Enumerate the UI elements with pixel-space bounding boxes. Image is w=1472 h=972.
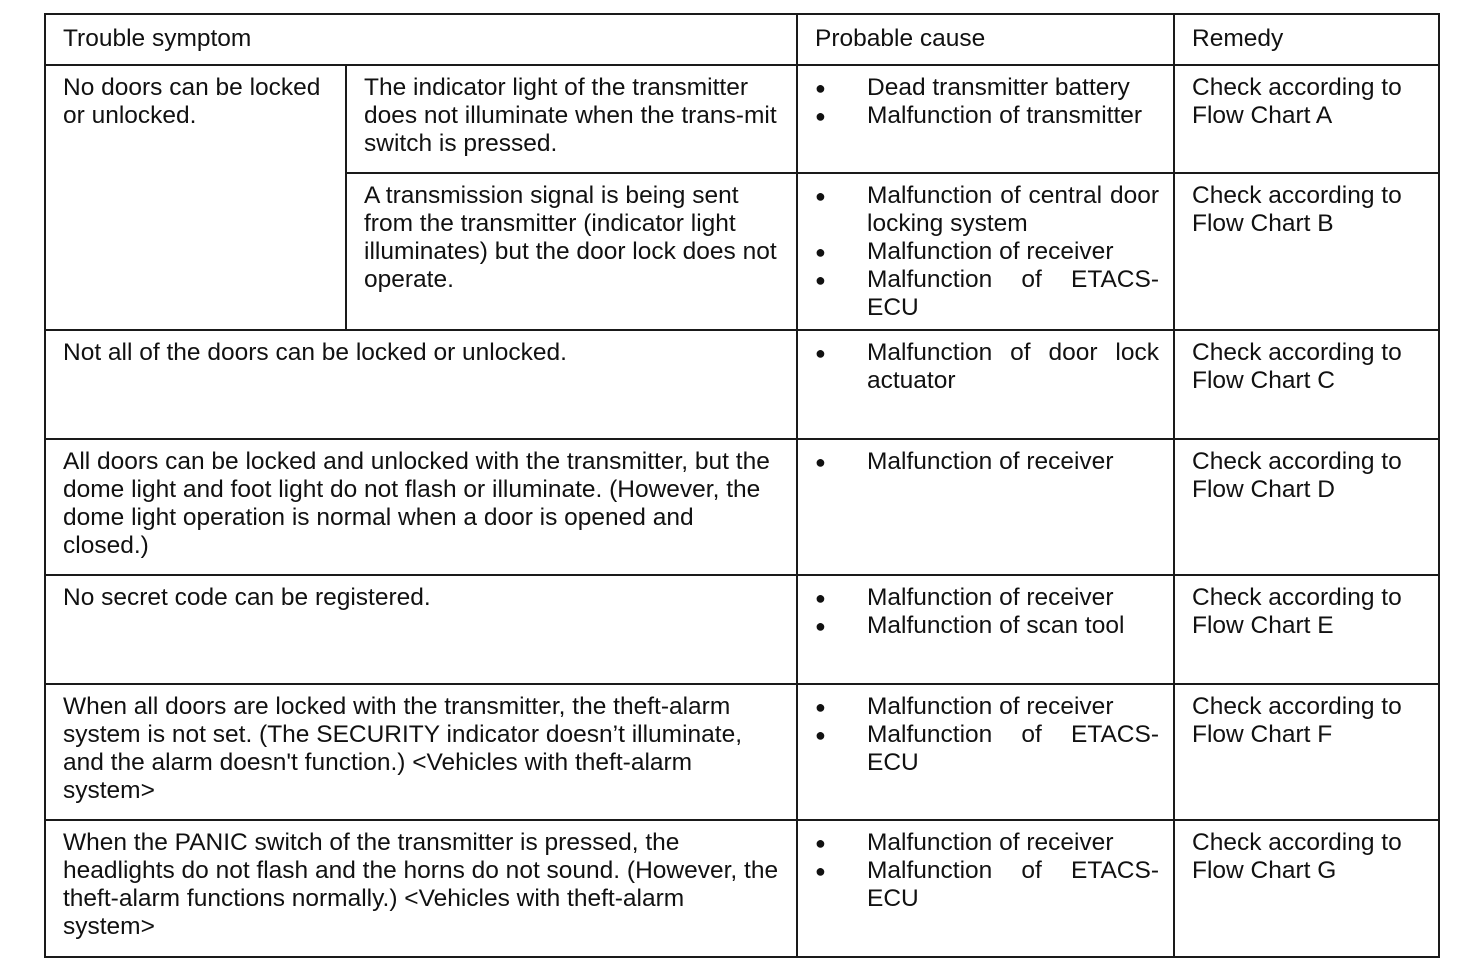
remedy-cell: Check according to Flow Chart F	[1174, 684, 1439, 820]
remedy-cell: Check according to Flow Chart A	[1174, 65, 1439, 173]
table-row	[45, 575, 1439, 684]
header-remedy: Remedy	[1174, 14, 1439, 65]
remedy-cell: Check according to Flow Chart G	[1174, 820, 1439, 957]
cause-item: ● Malfunction of receiver	[815, 829, 1159, 857]
symptom-cell: Not all of the doors can be locked or unlocked.	[45, 330, 797, 439]
remedy-cell: Check according to Flow Chart B	[1174, 173, 1439, 330]
symptom-cell: No doors can be locked or unlocked.	[45, 65, 346, 330]
cause-item: ● Malfunction of transmitter	[815, 102, 1159, 130]
cause-item: ● Malfunction of receiver	[815, 584, 1159, 612]
cause-item: ● Malfunction of receiver	[815, 238, 1159, 266]
trouble-symptom-table	[44, 13, 1440, 958]
remedy-cell: Check according to Flow Chart C	[1174, 330, 1439, 439]
cause-item: ● Malfunction of receiver	[815, 693, 1159, 721]
cause-item: ● Malfunction of receiver	[815, 448, 1159, 476]
table-row	[45, 330, 1439, 439]
cause-cell	[797, 575, 1174, 684]
table-row	[45, 820, 1439, 957]
cause-cell	[797, 820, 1174, 957]
cause-list	[815, 448, 1159, 476]
symptom-cell: When all doors are locked with the transmitter, the theft-alarm system is not set. (The SECURITY indicator doesn’t illuminate, and the alarm doesn't function.) <Vehicles with theft-alarm system>	[45, 684, 797, 820]
cause-list	[815, 829, 1159, 913]
remedy-cell: Check according to Flow Chart E	[1174, 575, 1439, 684]
cause-cell	[797, 330, 1174, 439]
table-row	[45, 65, 1439, 173]
symptom-cell: No secret code can be registered.	[45, 575, 797, 684]
cause-cell	[797, 65, 1174, 173]
header-probable-cause: Probable cause	[797, 14, 1174, 65]
remedy-cell: Check according to Flow Chart D	[1174, 439, 1439, 575]
cause-item: ● Malfunction of ETACS-ECU	[815, 266, 1159, 322]
cause-list	[815, 182, 1159, 322]
symptom-detail-cell: The indicator light of the transmitter does not illuminate when the trans-mit switch is pressed.	[346, 65, 797, 173]
cause-list	[815, 584, 1159, 640]
cause-cell	[797, 439, 1174, 575]
table-row	[45, 684, 1439, 820]
symptom-cell: All doors can be locked and unlocked with the transmitter, but the dome light and foot light do not flash or illuminate. (However, the dome light operation is normal when a door is opened and closed.)	[45, 439, 797, 575]
table-row	[45, 439, 1439, 575]
cause-cell	[797, 684, 1174, 820]
cause-list	[815, 693, 1159, 777]
table-header-row	[45, 14, 1439, 65]
header-trouble-symptom: Trouble symptom	[45, 14, 797, 65]
cause-list	[815, 339, 1159, 395]
symptom-cell: When the PANIC switch of the transmitter is pressed, the headlights do not flash and the horns do not sound. (However, the theft-alarm functions normally.) <Vehicles with theft-alarm system>	[45, 820, 797, 957]
cause-item: ● Malfunction of central door locking system	[815, 182, 1159, 238]
cause-item: ● Malfunction of door lock actuator	[815, 339, 1159, 395]
cause-item: ● Malfunction of ETACS-ECU	[815, 721, 1159, 777]
cause-item: ● Malfunction of ETACS-ECU	[815, 857, 1159, 913]
cause-item: ● Dead transmitter battery	[815, 74, 1159, 102]
cause-cell	[797, 173, 1174, 330]
cause-list	[815, 74, 1159, 130]
symptom-detail-cell: A transmission signal is being sent from the transmitter (indicator light illuminates) but the door lock does not operate.	[346, 173, 797, 330]
cause-item: ● Malfunction of scan tool	[815, 612, 1159, 640]
